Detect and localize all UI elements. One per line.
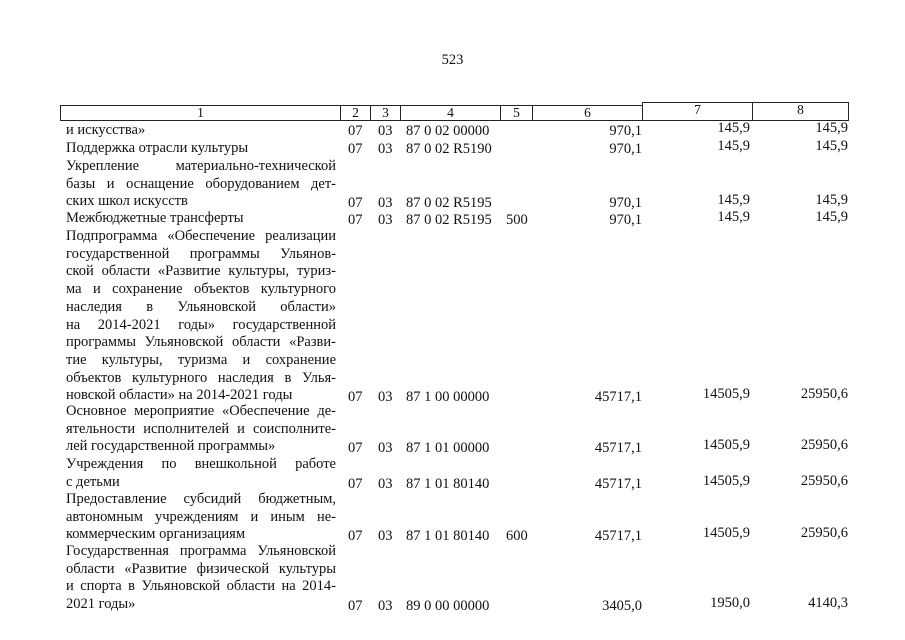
target-article-code: 87 1 00 00000 [406,389,490,406]
amount-col-8: 25950,6 [800,386,848,403]
section-code: 07 [348,141,363,157]
header-cell-2: 2 [340,105,371,121]
target-article-code: 87 1 01 80140 [406,475,490,492]
row-name [66,543,336,614]
amount-col-7: 145,9 [717,209,750,225]
section-code: 07 [348,389,363,406]
subsection-code: 03 [378,141,393,157]
row-name-line: ских школ искусств [66,193,188,210]
expense-type-code: 500 [506,212,528,228]
amount-col-6: 45717,1 [594,475,642,492]
section-code: 07 [348,528,363,545]
row-name-line: объектов культурного наследия в Улья- [66,369,336,386]
amount-col-8: 145,9 [815,138,848,154]
header-cell-5: 5 [500,105,533,121]
target-article-code: 89 0 00 00000 [406,598,490,615]
amount-col-6: 45717,1 [594,528,642,545]
amount-col-6: 3405,0 [602,598,642,615]
subsection-code: 03 [378,195,393,212]
amount-col-8: 25950,6 [800,525,848,542]
section-code: 07 [348,440,363,457]
amount-col-8: 145,9 [815,192,848,209]
row-name-line: Предоставление субсидий бюджетным, [66,491,336,507]
row-name-line: ской области «Развитие культуры, туриз- [66,263,336,280]
page-number: 523 [441,52,464,68]
row-name-line: базы и оснащение оборудованием дет- [66,175,336,192]
amount-col-7: 14505,9 [702,437,750,454]
subsection-code: 03 [378,598,393,615]
amount-col-8: 145,9 [815,209,848,225]
row-name [66,140,336,158]
row-name-line: Укрепление материально-технической [66,158,336,174]
row-name-line: Государственная программа Ульяновской [66,543,336,559]
subsection-code: 03 [378,528,393,545]
row-name [66,122,336,140]
subsection-code: 03 [378,389,393,406]
row-name [66,158,336,211]
target-article-code: 87 0 02 R5195 [406,195,492,212]
subsection-code: 03 [378,123,393,139]
row-name [66,228,336,405]
row-name [66,491,336,544]
amount-col-7: 14505,9 [702,525,750,542]
section-code: 07 [348,598,363,615]
subsection-code: 03 [378,440,393,457]
row-name-line: на 2014-2021 годы» государственной [66,316,336,333]
row-name-line: Подпрограмма «Обеспечение реализации [66,228,336,244]
amount-col-6: 970,1 [609,141,642,157]
section-code: 07 [348,195,363,212]
section-code: 07 [348,212,363,228]
row-name-line: Межбюджетные трансферты [66,210,244,226]
row-name-line: с детьми [66,473,120,490]
row-name [66,210,336,228]
amount-col-6: 970,1 [609,123,642,139]
section-code: 07 [348,475,363,492]
row-name-line: программы Ульяновской области «Разви- [66,334,336,351]
amount-col-7: 14505,9 [702,472,750,489]
amount-col-6: 45717,1 [594,440,642,457]
section-code: 07 [348,123,363,139]
header-cell-1: 1 [60,105,341,121]
row-name-line: Основное мероприятие «Обеспечение де- [66,403,336,419]
subsection-code: 03 [378,212,393,228]
amount-col-6: 45717,1 [594,389,642,406]
amount-col-7: 14505,9 [702,386,750,403]
target-article-code: 87 1 01 00000 [406,440,490,457]
row-name-line: автономным учреждениям и иным не- [66,508,336,525]
row-name [66,456,336,491]
row-name-line: ма и сохранение объектов культурного [66,281,336,298]
row-name-line: Учреждения по внешкольной работе [66,456,336,472]
row-name-line: ятельности исполнителей и соисполните- [66,420,336,437]
subsection-code: 03 [378,475,393,492]
target-article-code: 87 0 02 00000 [406,123,490,139]
row-name-line: наследия в Ульяновской области» [66,298,336,315]
amount-col-6: 970,1 [609,212,642,228]
row-name-line: и искусства» [66,122,146,138]
amount-col-7: 145,9 [717,138,750,154]
header-cell-6: 6 [532,105,643,121]
amount-col-7: 145,9 [717,192,750,209]
row-name-line: области «Развитие физической культуры [66,560,336,577]
row-name-line: и спорта в Ульяновской области на 2014- [66,578,336,595]
header-cell-4: 4 [400,105,501,121]
amount-col-7: 145,9 [717,120,750,136]
row-name-line: коммерческим организациям [66,526,246,543]
amount-col-8: 4140,3 [808,595,848,612]
row-name-line: 2021 годы» [66,596,136,613]
row-name-line: тие культуры, туризма и сохранение [66,351,336,368]
header-cell-3: 3 [370,105,401,121]
amount-col-8: 25950,6 [800,472,848,489]
row-name-line: новской области» на 2014-2021 годы [66,387,293,404]
amount-col-8: 25950,6 [800,437,848,454]
expense-type-code: 600 [506,528,528,545]
row-name-line: государственной программы Ульянов- [66,245,336,262]
row-name [66,403,336,456]
amount-col-6: 970,1 [609,195,642,212]
target-article-code: 87 0 02 R5195 [406,212,492,228]
target-article-code: 87 1 01 80140 [406,528,490,545]
row-name-line: Поддержка отрасли культуры [66,140,249,156]
amount-col-8: 145,9 [815,120,848,136]
header-cell-7: 7 [642,102,753,121]
row-name-line: лей государственной программы» [66,438,276,455]
amount-col-7: 1950,0 [710,595,750,612]
header-cell-8: 8 [752,102,849,121]
target-article-code: 87 0 02 R5190 [406,141,492,157]
